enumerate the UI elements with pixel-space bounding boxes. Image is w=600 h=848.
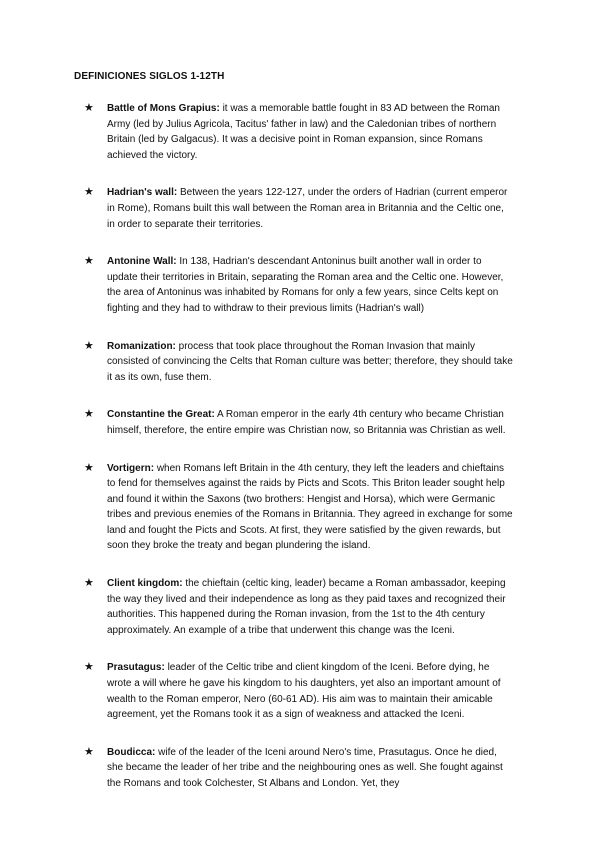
definition-term: Battle of Mons Grapius:: [107, 103, 220, 114]
definition-item: [84, 101, 514, 163]
definition-item: [84, 461, 514, 555]
definition-term: Vortigern:: [107, 462, 155, 474]
star-bullet-icon: ★: [84, 339, 94, 352]
star-bullet-icon: ★: [84, 102, 94, 114]
document-title: DEFINICIONES SIGLOS 1-12TH: [74, 71, 225, 82]
definition-term: Hadrian's wall:: [107, 187, 178, 199]
definition-text: A Roman emperor in the early 4th century who became Christian himself, therefore, the entire empire was Christian now, so Britannia was Christian as well.: [107, 409, 506, 436]
definition-term: Client kingdom:: [107, 578, 183, 590]
star-bullet-icon: ★: [84, 461, 94, 474]
star-bullet-icon: ★: [84, 745, 94, 758]
definition-text: it was a memorable battle fought in 83 AD between the Roman Army (led by Julius Agricola, Tacitus' father in law) and the Caledonian tribes of northern Britain (led by Galgacus). It was a decisive point in Roman expansion, since Romans achieved the victory.: [107, 103, 500, 161]
definition-text: wife of the leader of the Iceni around Nero's time, Prasutagus. Once he died, she became the leader of her tribe and the neighbouring ones as well. She fought against the Romans and took Colchester, St Albans and London. Yet, they: [107, 746, 503, 789]
star-bullet-icon: ★: [84, 408, 94, 421]
definition-term: Prasutagus:: [107, 662, 165, 674]
definition-term: Romanization:: [107, 340, 176, 352]
definition-item: [84, 576, 514, 638]
definition-list: [84, 101, 514, 814]
definition-term: Antonine Wall:: [107, 256, 177, 268]
definition-item: [84, 254, 514, 316]
definition-item: [84, 407, 514, 438]
definition-item: [84, 339, 514, 386]
definition-item: [84, 185, 514, 232]
definition-text: Between the years 122-127, under the orders of Hadrian (current emperor in Rome), Romans built this wall between the Roman area in Britannia and the Celtic one, in order to separate their territories.: [107, 187, 508, 230]
definition-text: the chieftain (celtic king, leader) became a Roman ambassador, keeping the way they lived and their independence as long as they paid taxes and recognized their authorities. This happened during the Roman invasion, from the 1st to the 4th century approximately. An example of a tribe that underwent this change was the Iceni.: [107, 578, 506, 636]
definition-text: when Romans left Britain in the 4th century, they left the leaders and chieftains to fend for themselves against the raids by Picts and Scots. This Briton leader sought help and found it within the Saxons (two brothers: Hengist and Horsa), which were Germanic tribes and previous enemies of the Romans in Britannia. They agreed in exchange for some land and fought the Picts and Scots. At first, they were satisfied by the given rewards, but soon they broke the treaty and began plundering the island.: [107, 462, 513, 552]
definition-item: [84, 660, 514, 722]
star-bullet-icon: ★: [84, 661, 94, 674]
definition-item: [84, 745, 514, 792]
definition-text: leader of the Celtic tribe and client kingdom of the Iceni. Before dying, he wrote a will where he gave his kingdom to his daughters, yet also an important amount of wealth to the Roman emperor, Nero (60-61 AD). His aim was to maintain their amicable agreement, yet the Romans took it as a sign of weakness and attacked the Iceni.: [107, 662, 501, 721]
definition-term: Boudicca:: [107, 746, 156, 758]
definition-text: process that took place throughout the Roman Invasion that mainly consisted of convincing the Celts that Roman culture was better; therefore, they should take it as its own, fuse them.: [107, 340, 513, 383]
star-bullet-icon: ★: [84, 577, 94, 590]
star-bullet-icon: ★: [84, 186, 94, 199]
star-bullet-icon: ★: [84, 255, 94, 268]
definition-text: In 138, Hadrian's descendant Antoninus built another wall in order to update their territories in Britain, separating the Roman area and the Celtic one. However, the area of Antoninus was inhabited by Romans for only a few years, since Celts kept on fighting and they had to withdraw to their previous limits (Hadrian's wall): [107, 256, 504, 314]
definition-term: Constantine the Great:: [107, 409, 215, 421]
